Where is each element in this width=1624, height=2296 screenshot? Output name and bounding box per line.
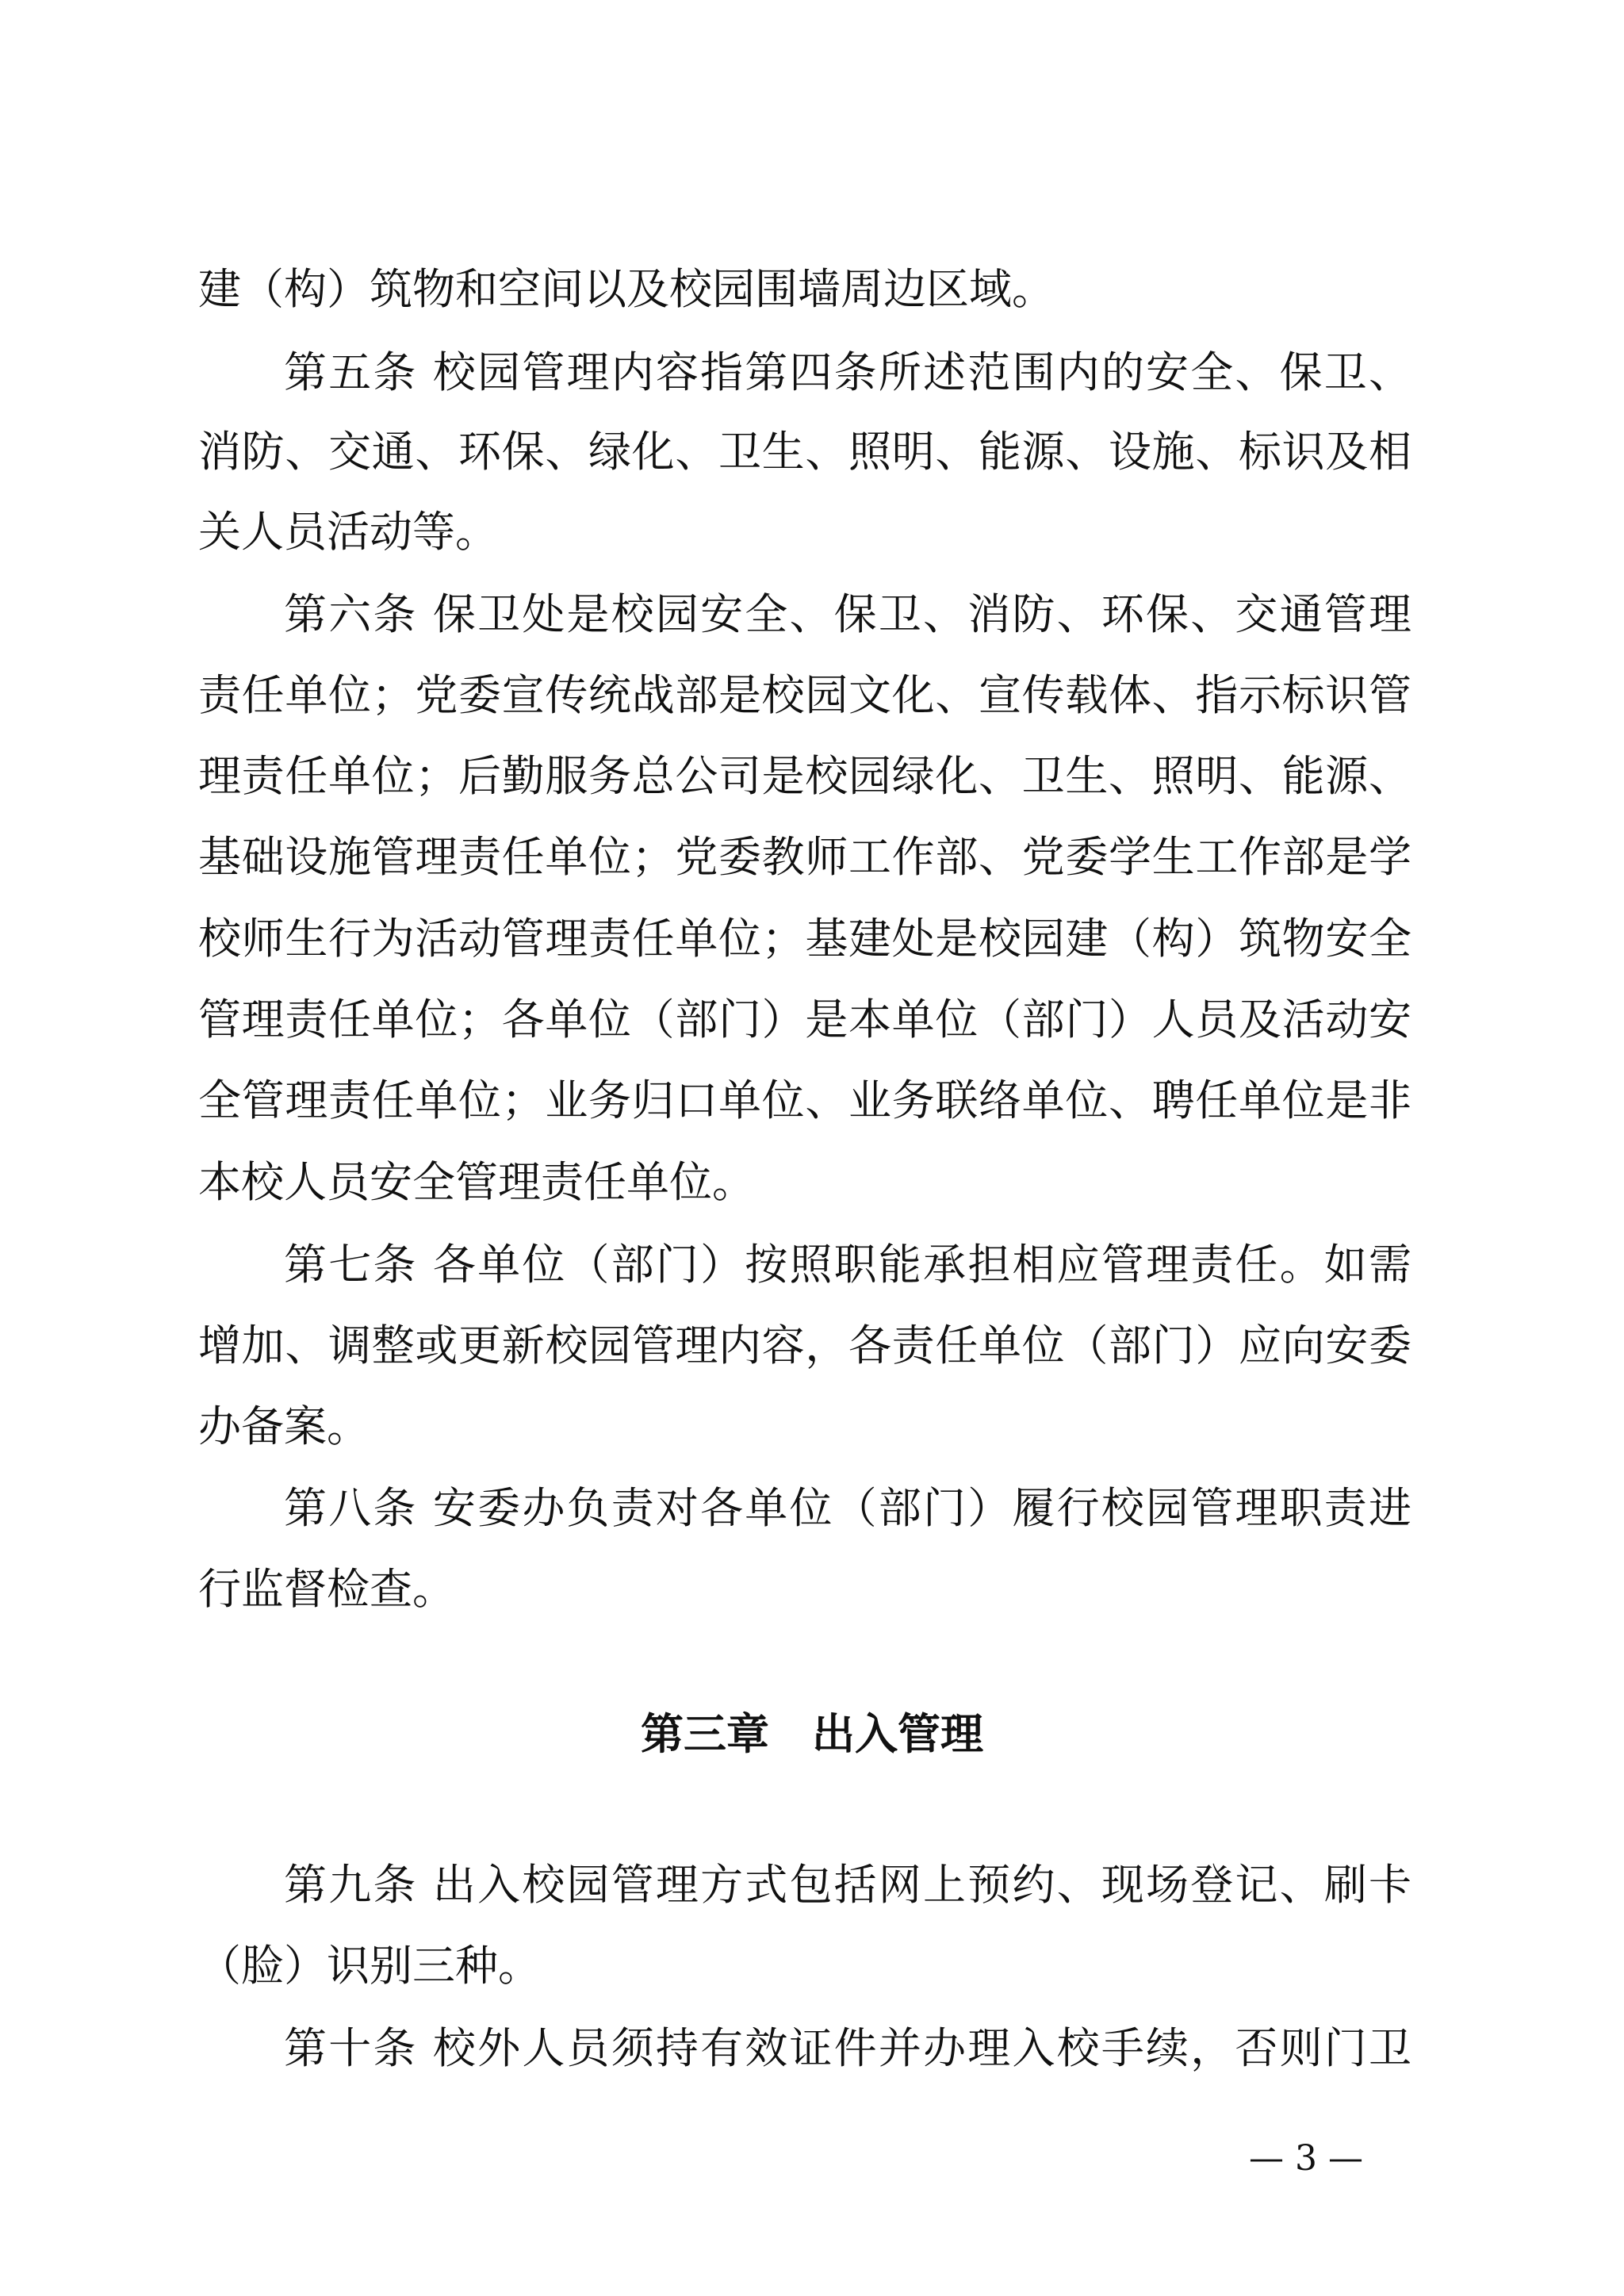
article-9-line-2: （脸）识别三种。 — [198, 1941, 541, 1991]
article-6-line-4: 基础设施管理责任单位；党委教师工作部、党委学生工作部是学 — [198, 832, 1411, 882]
article-7-line-3: 办备案。 — [198, 1401, 370, 1451]
page-number: — 3 — — [1249, 2138, 1363, 2179]
chapter-heading — [0, 1692, 1624, 1777]
article-6-line-8: 本校人员安全管理责任单位。 — [198, 1157, 755, 1207]
article-8-line-2: 行监督检查。 — [198, 1564, 455, 1614]
article-6-line-6: 管理责任单位；各单位（部门）是本单位（部门）人员及活动安 — [198, 995, 1411, 1045]
article-5-line-1: 第五条 校园管理内容指第四条所述范围内的安全、保卫、 — [284, 347, 1411, 397]
article-10-line-1: 第十条 校外人员须持有效证件并办理入校手续，否则门卫 — [284, 2023, 1411, 2073]
article-5-line-3: 关人员活动等。 — [198, 507, 498, 557]
article-6-line-3: 理责任单位；后勤服务总公司是校园绿化、卫生、照明、能源、 — [198, 751, 1411, 801]
article-6-line-1: 第六条 保卫处是校园安全、保卫、消防、环保、交通管理 — [284, 589, 1411, 639]
article-6-line-2: 责任单位；党委宣传统战部是校园文化、宣传载体、指示标识管 — [198, 670, 1411, 720]
article-7-line-1: 第七条 各单位（部门）按照职能承担相应管理责任。如需 — [284, 1240, 1411, 1290]
chapter-number: 第三章 — [641, 1709, 769, 1759]
article-6-line-5: 校师生行为活动管理责任单位；基建处是校园建（构）筑物安全 — [198, 914, 1411, 964]
article-5-line-2: 消防、交通、环保、绿化、卫生、照明、能源、设施、标识及相 — [198, 427, 1411, 477]
article-9-line-1: 第九条 出入校园管理方式包括网上预约、现场登记、刷卡 — [284, 1860, 1411, 1910]
article-6-line-7: 全管理责任单位；业务归口单位、业务联络单位、聘任单位是非 — [198, 1075, 1411, 1125]
article-8-line-1: 第八条 安委办负责对各单位（部门）履行校园管理职责进 — [284, 1483, 1411, 1533]
text-line-1: 建（构）筑物和空间以及校园围墙周边区域。 — [198, 264, 1055, 314]
chapter-title: 出入管理 — [812, 1709, 983, 1759]
article-7-line-2: 增加、调整或更新校园管理内容，各责任单位（部门）应向安委 — [198, 1320, 1411, 1370]
